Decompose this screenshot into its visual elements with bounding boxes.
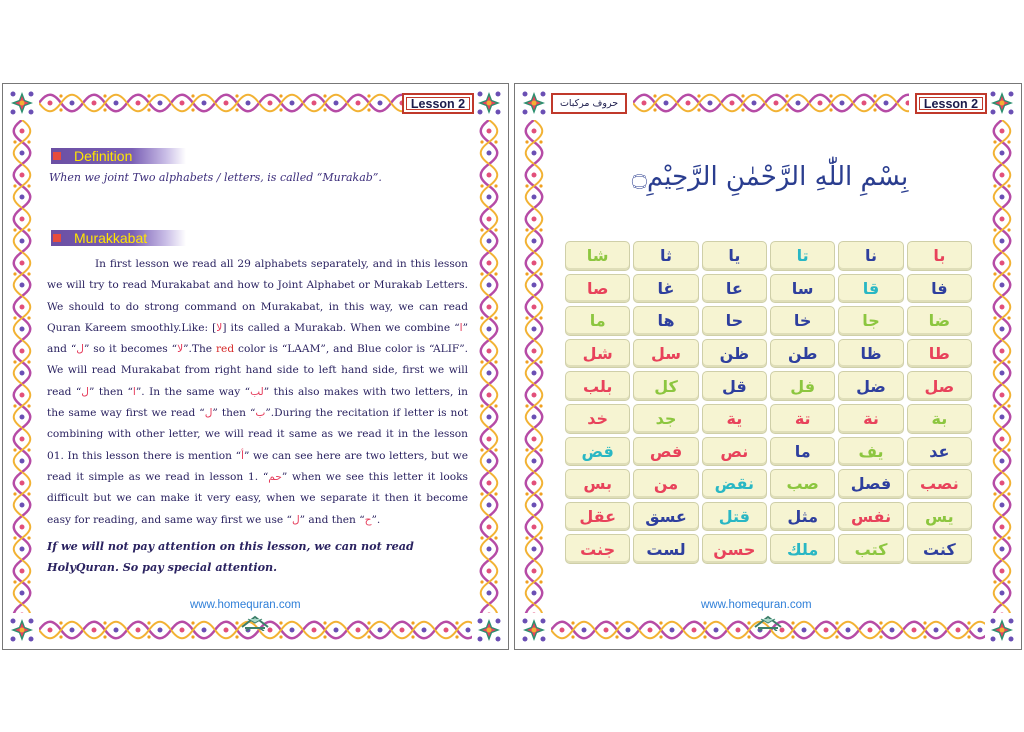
definition-heading — [51, 148, 186, 164]
letter-cell: عا — [702, 274, 767, 304]
letter-cell: عد — [907, 437, 972, 467]
corner-ornament-icon — [10, 91, 34, 115]
letter-cell: ها — [633, 306, 698, 336]
letter-cell: تا — [770, 241, 835, 271]
letter-cell: صا — [565, 274, 630, 304]
lesson-label: Lesson 2 — [402, 93, 474, 114]
corner-ornament-icon — [477, 618, 501, 642]
murakkabat-heading — [51, 230, 186, 246]
letter-cell: حسن — [702, 534, 767, 564]
letter-cell: فص — [633, 437, 698, 467]
left-border-ornament — [11, 120, 33, 613]
letter-cell: بلب — [565, 371, 630, 401]
bullet-icon — [53, 234, 61, 242]
footer-url-link[interactable]: www.homequran.com — [701, 599, 812, 611]
letter-cell: قض — [565, 437, 630, 467]
letter-cell: ظن — [702, 339, 767, 369]
letter-cell: قل — [702, 371, 767, 401]
letter-cell: كنت — [907, 534, 972, 564]
top-border-ornament — [633, 92, 909, 114]
letter-cell: بس — [565, 469, 630, 499]
letter-cell: مثل — [770, 502, 835, 532]
right-border-ornament — [991, 120, 1013, 613]
letter-cell: طن — [770, 339, 835, 369]
bullet-icon — [53, 152, 61, 160]
letter-cell: نا — [838, 241, 903, 271]
corner-ornament-icon — [990, 618, 1014, 642]
letter-cell: خا — [770, 306, 835, 336]
letter-cell: ما — [770, 437, 835, 467]
letter-cell: سا — [770, 274, 835, 304]
footer-url-link[interactable]: www.homequran.com — [190, 599, 301, 611]
left-border-ornament — [523, 120, 545, 613]
letter-cell: ضا — [907, 306, 972, 336]
murakkabat-body: In first lesson we read all 29 alphabets separately, and in this lesson we will try to read Murakabat and how to Joint Alphabet or Murakab Letters. We should to do strong command on Murakabat, in this way, we can read Quran Kareem smoothly.Like: [لا] its called a Murakab. When we combine “ا” and “ل” so it becomes “لا”.The red color is “LAAM”, and Blue color is “ALIF”. We will read Murakabat from right hand side to left hand side, first we will read “ل” then “ا”. In the same way “لب” this also makes with two letters, in the same way first we read “ل” then “ب”.During the recitation if letter is not combining with other letter, we will read it same as we read it in the lesson 01. In this lesson there is mention “أ” we can see here are two letters, but we read it simple as we read in lesson 1. “حم” when we see this letter it looks difficult but we can make it very easy, when we separate it then it become easy for reading, and same way first we use “ل” and then “ح”. — [47, 258, 469, 526]
corner-ornament-icon — [522, 91, 546, 115]
murakkabat-heading-label: Murakkabat — [74, 230, 148, 246]
letter-cell: ظا — [838, 339, 903, 369]
letter-cell: قتل — [702, 502, 767, 532]
letter-cell: ما — [565, 306, 630, 336]
bismillah-heading: بِسْمِ اللّٰهِ الرَّحْمٰنِ الرَّحِيْمِ۝ — [631, 162, 909, 192]
letter-cell: نفس — [838, 502, 903, 532]
letter-cell: عقل — [565, 502, 630, 532]
letter-cell: جد — [633, 404, 698, 434]
letter-cell: كل — [633, 371, 698, 401]
letter-cell: نة — [838, 404, 903, 434]
corner-ornament-icon — [990, 91, 1014, 115]
letter-cell: طا — [907, 339, 972, 369]
letter-cell: تة — [770, 404, 835, 434]
letter-cell: غا — [633, 274, 698, 304]
letter-cell: لست — [633, 534, 698, 564]
corner-ornament-icon — [522, 618, 546, 642]
letter-cell: فا — [907, 274, 972, 304]
letter-cell: ملك — [770, 534, 835, 564]
attention-note: If we will not pay attention on this lesson, we can not read HolyQuran. So pay special attention. — [47, 539, 414, 574]
rehal-book-icon — [240, 613, 270, 631]
letter-cell: يف — [838, 437, 903, 467]
letter-cell: شل — [565, 339, 630, 369]
letter-cell: ثا — [633, 241, 698, 271]
corner-ornament-icon — [477, 91, 501, 115]
murakkabat-letter-grid — [565, 241, 972, 564]
rehal-book-icon — [753, 613, 783, 631]
letter-cell: حا — [702, 306, 767, 336]
letter-cell: جنت — [565, 534, 630, 564]
definition-text: When we joint Two alphabets / letters, is called “Murakab”. — [49, 171, 382, 184]
letter-cell: بة — [907, 404, 972, 434]
right-page — [514, 83, 1022, 650]
letter-cell: من — [633, 469, 698, 499]
letter-cell: صل — [907, 371, 972, 401]
letter-cell: نص — [702, 437, 767, 467]
letter-cell: عسق — [633, 502, 698, 532]
letter-cell: نصب — [907, 469, 972, 499]
letter-cell: سل — [633, 339, 698, 369]
letter-cell: خد — [565, 404, 630, 434]
letter-cell: فل — [770, 371, 835, 401]
letter-cell: ضل — [838, 371, 903, 401]
letter-cell: با — [907, 241, 972, 271]
corner-ornament-icon — [10, 618, 34, 642]
letter-cell: شا — [565, 241, 630, 271]
left-page — [2, 83, 509, 650]
letter-cell: قا — [838, 274, 903, 304]
definition-heading-label: Definition — [74, 148, 133, 164]
letter-cell: جا — [838, 306, 903, 336]
letter-cell: نقض — [702, 469, 767, 499]
lesson-label: Lesson 2 — [915, 93, 987, 114]
right-border-ornament — [478, 120, 500, 613]
letter-cell: يا — [702, 241, 767, 271]
letter-cell: كتب — [838, 534, 903, 564]
letter-cell: صب — [770, 469, 835, 499]
letter-cell: فصل — [838, 469, 903, 499]
urdu-title-label: حروف مرکبات — [551, 93, 627, 114]
letter-cell: يس — [907, 502, 972, 532]
letter-cell: ية — [702, 404, 767, 434]
